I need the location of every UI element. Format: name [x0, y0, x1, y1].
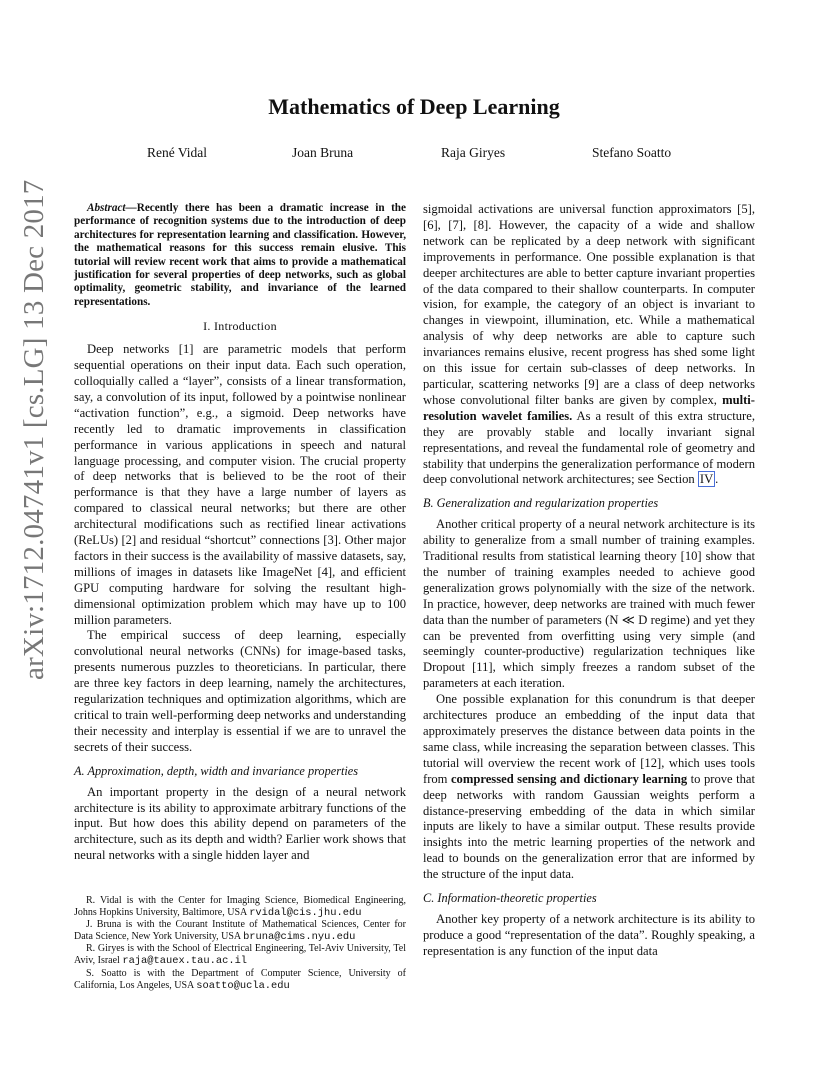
subsection-heading: C. Information-theoretic properties — [423, 891, 597, 906]
subsection-heading: B. Generalization and regularization properties — [423, 496, 659, 511]
author-name: Stefano Soatto — [592, 145, 672, 160]
author-list — [120, 145, 720, 165]
bold-phrase: multi-resolution wavelet families. — [423, 392, 755, 423]
email-link[interactable]: soatto@ucla.edu — [196, 979, 290, 992]
author-name: René Vidal — [147, 145, 208, 160]
email-link[interactable]: rvidal@cis.jhu.edu — [249, 907, 362, 920]
body-paragraph: The empirical success of deep learning, especially convolutional neural networks (CNNs) for image-based tasks, presents numerous puzzles to theoreticians. In particular, there are three key factors in deep learning, namely the architectures, regularization techniques and optimization algorithms, which are critical to train well-performing deep networks and understanding their necessity and interplay is essential if we are to unravel the secrets of their success. — [74, 628, 406, 754]
section-heading: I. Introduction — [203, 319, 277, 334]
body-paragraph: One possible explanation for this conundrum is that deeper architectures produce an embedding of the input data that approximately preserves the distance between data points in the same class, while increasing the separation between classes. This tutorial will overview the recent work of [12], which uses tools from compressed sensing and dictionary learning to prove that deep networks with random Gaussian weights perform a distance-preserving embedding of the data in which similar inputs are likely to have a similar output. These results provide insights into the metric learning properties of the network and lead to bounds on the generalization error that are informed by the structure of the input data. — [423, 692, 755, 882]
abstract-text: Recently there has been a dramatic increase in the performance of recognition systems due to the introduction of deep architectures for representation learning and classification. However, the mathematical reasons for this success remain elusive. This tutorial will review recent work that aims to provide a mathematical justification for several properties of deep networks, such as global optimality, geometric stability, and invariance of the learned representations. — [74, 202, 406, 308]
footnote: J. Bruna is with the Courant Institute of Mathematical Sciences, Center for Data Science, New York University, USA bruna@cims.nyu.edu — [74, 919, 406, 944]
abstract — [74, 202, 406, 309]
email-link[interactable]: raja@tauex.tau.ac.il — [122, 955, 248, 968]
footnotes — [74, 895, 406, 992]
arxiv-identifier[interactable]: arXiv:1712.04741v1 [cs.LG] 13 Dec 2017 — [18, 179, 50, 680]
left-column — [74, 202, 406, 864]
footnote: S. Soatto is with the Department of Computer Science, University of California, Los Angeles, USA soatto@ucla.edu — [74, 967, 406, 992]
subsection-heading: A. Approximation, depth, width and invariance properties — [74, 763, 359, 778]
author-name: Raja Giryes — [441, 145, 506, 160]
right-column — [423, 202, 755, 960]
email-link[interactable]: bruna@cims.nyu.edu — [243, 931, 356, 944]
footnote: R. Vidal is with the Center for Imaging Science, Biomedical Engineering, Johns Hopkins University, Baltimore, USA rvidal@cis.jhu.edu — [74, 895, 406, 920]
author-name: Joan Bruna — [292, 145, 354, 160]
body-paragraph: Another key property of a network architecture is its ability to produce a good “representation of the data”. Roughly speaking, a representation is any function of the input data — [423, 911, 755, 958]
body-paragraph: An important property in the design of a neural network architecture is its ability to approximate arbitrary functions of the input. But how does this ability depend on parameters of the architecture, such as its depth and width? Earlier work shows that neural networks with a single hidden layer and — [74, 784, 406, 863]
body-paragraph: Another critical property of a neural network architecture is its ability to generalize from a small number of training examples. Traditional results from statistical learning theory [10] show that the number of training examples needed to achieve good generalization grows polynomially with the size of the network. In practice, however, deep networks are trained with much fewer data than the number of parameters (N ≪ D regime) and yet they can be prevented from overfitting using very simple (and seemingly counter-productive) regularization techniques like Dropout [11], which simply freezes a random subset of the parameters at each iteration. — [423, 517, 755, 691]
body-paragraph: sigmoidal activations are universal function approximators [5], [6], [7], [8]. However, the capacity of a wide and shallow network can be replicated by a deep network with significant improvements in performance. One possible explanation is that deeper architectures are able to better capture invariant properties of the data compared to their shallow counterparts. In computer vision, for example, the category of an object is invariant to changes in viewpoint, illumination, etc. While a mathematical analysis of why deep networks are able to capture such invariances remains elusive, recent progress has shed some light on this issue for certain sub-classes of deep networks. In particular, scattering networks [9] are a class of deep networks whose convolutional filter banks are given by complex, multi-resolution wavelet families. As a result of this extra structure, they are provably stable and locally invariant signal representations, and reveal the fundamental role of geometry and stability that underpins the generalization performance of modern deep convolutional network architectures; see Section IV . — [423, 202, 755, 487]
body-paragraph: Deep networks [1] are parametric models that perform sequential operations on their input data. Each such operation, colloquially called a “layer”, consists of a linear transformation, say, a convolution of its input, followed by a pointwise nonlinear “activation function”, e.g., a sigmoid. Deep networks have recently led to dramatic improvements in classification performance in various applications in speech and natural language processing, and computer vision. The crucial property of deep networks that is believed to be the root of their performance is that they have a large number of layers as compared to classical neural networks; but there are other architectural modifications such as rectified linear activations (ReLUs) [2] and residual “shortcut” connections [3]. Other major factors in their success is the availability of massive datasets, say, millions of images in datasets like ImageNet [4], and efficient GPU computing hardware for solving the resultant high-dimensional optimization problem which may have up to 100 million parameters. — [74, 342, 406, 627]
abstract-lead: Abstract— — [87, 202, 137, 214]
footnote: R. Giryes is with the School of Electrical Engineering, Tel-Aviv University, Tel Aviv, Israel raja@tauex.tau.ac.il — [74, 943, 406, 968]
paper-title: Mathematics of Deep Learning — [268, 94, 560, 119]
bold-phrase: compressed sensing and dictionary learning — [450, 771, 688, 786]
section-reference-link[interactable]: IV — [699, 472, 714, 487]
